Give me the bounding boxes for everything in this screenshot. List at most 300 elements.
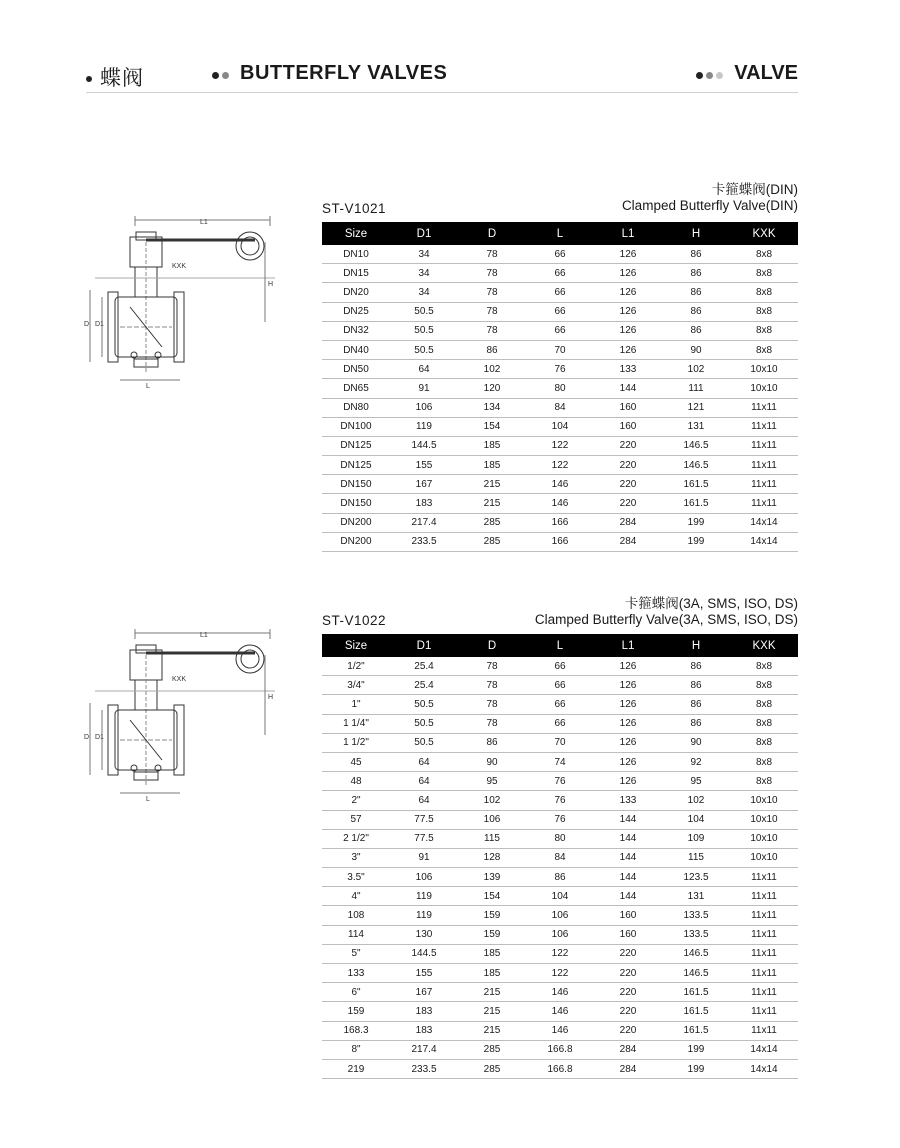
table-cell: 50.5 [390, 321, 458, 340]
table-cell: 50.5 [390, 340, 458, 359]
table-row [322, 868, 798, 887]
table-cell: 102 [458, 360, 526, 379]
table-row [322, 906, 798, 925]
table-cell: 86 [662, 321, 730, 340]
table-cell: 146 [526, 1002, 594, 1021]
table-cell: 215 [458, 475, 526, 494]
table-cell: 104 [662, 810, 730, 829]
table-cell: 126 [594, 340, 662, 359]
dim-label-d: D [84, 321, 90, 328]
table-cell: 284 [594, 513, 662, 532]
table-cell: DN25 [322, 302, 390, 321]
table-cell: 220 [594, 494, 662, 513]
dim-label-d1: D1 [95, 321, 104, 328]
table-cell: 1 1/4" [322, 714, 390, 733]
table-cell: 8x8 [730, 676, 798, 695]
table-cell: 139 [458, 868, 526, 887]
table-cell: 183 [390, 494, 458, 513]
page-header [86, 58, 798, 93]
table-cell: 130 [390, 925, 458, 944]
table-cell: 166.8 [526, 1059, 594, 1078]
table-cell: 8" [322, 1040, 390, 1059]
table-cell: 183 [390, 1002, 458, 1021]
table-row [322, 302, 798, 321]
table-cell: 86 [458, 733, 526, 752]
table-cell: 91 [390, 379, 458, 398]
table-cell: 144 [594, 887, 662, 906]
table-cell: 78 [458, 695, 526, 714]
table-cell: DN50 [322, 360, 390, 379]
table-cell: 50.5 [390, 733, 458, 752]
table-cell: 144 [594, 810, 662, 829]
table-cell: 146 [526, 494, 594, 513]
table-cell: 220 [594, 436, 662, 455]
table-cell: 166.8 [526, 1040, 594, 1059]
table-cell: 34 [390, 283, 458, 302]
table-cell: 66 [526, 714, 594, 733]
dim-label-l1: L1 [200, 632, 208, 639]
table-cell: 133 [594, 360, 662, 379]
table-row [322, 925, 798, 944]
table-cell: 106 [390, 868, 458, 887]
table-cell: 220 [594, 1021, 662, 1040]
table-cell: 115 [458, 829, 526, 848]
table-cell: 126 [594, 283, 662, 302]
table-cell: 285 [458, 1040, 526, 1059]
table-cell: 11x11 [730, 925, 798, 944]
table-cell: 11x11 [730, 494, 798, 513]
table-row [322, 676, 798, 695]
table-row [322, 714, 798, 733]
valve-drawing-v1022 [80, 625, 280, 805]
table-cell: 10x10 [730, 810, 798, 829]
title-en: Clamped Butterfly Valve(DIN) [621, 198, 798, 213]
table-cell: 144 [594, 848, 662, 867]
column-header: H [662, 634, 730, 657]
table-cell: 119 [390, 906, 458, 925]
table-cell: 86 [662, 657, 730, 676]
table-cell: 92 [662, 752, 730, 771]
table-row [322, 810, 798, 829]
table-cell: 159 [458, 925, 526, 944]
dim-label-d: D [84, 734, 90, 741]
table-cell: 120 [458, 379, 526, 398]
table-cell: 167 [390, 475, 458, 494]
table-row [322, 944, 798, 963]
table-cell: 78 [458, 245, 526, 264]
table-cell: 10x10 [730, 848, 798, 867]
table-row [322, 417, 798, 436]
table-cell: 185 [458, 436, 526, 455]
table-cell: 126 [594, 714, 662, 733]
table-cell: 66 [526, 676, 594, 695]
table-cell: DN150 [322, 475, 390, 494]
table-row [322, 1040, 798, 1059]
table-cell: 102 [662, 360, 730, 379]
table-row [322, 733, 798, 752]
table-cell: 133.5 [662, 906, 730, 925]
column-header: D1 [390, 634, 458, 657]
table-cell: 91 [390, 848, 458, 867]
table-cell: 185 [458, 456, 526, 475]
bullet-icon [86, 76, 92, 82]
table-cell: 11x11 [730, 944, 798, 963]
table-row [322, 264, 798, 283]
table-row [322, 983, 798, 1002]
table-cell: 14x14 [730, 513, 798, 532]
table-cell: 121 [662, 398, 730, 417]
table-cell: 8x8 [730, 752, 798, 771]
table-cell: 144 [594, 829, 662, 848]
table-cell: 161.5 [662, 494, 730, 513]
table-cell: 126 [594, 302, 662, 321]
table-cell: 104 [526, 887, 594, 906]
table-cell: 11x11 [730, 964, 798, 983]
table-cell: 122 [526, 456, 594, 475]
column-header: L [526, 222, 594, 245]
table-cell: 146 [526, 1021, 594, 1040]
table-cell: DN80 [322, 398, 390, 417]
table-cell: 8x8 [730, 245, 798, 264]
table-cell: 8x8 [730, 283, 798, 302]
table-row [322, 245, 798, 264]
table-cell: 183 [390, 1021, 458, 1040]
column-header: Size [322, 222, 390, 245]
table-row [322, 379, 798, 398]
table-cell: 144 [594, 379, 662, 398]
dim-label-l: L [146, 796, 150, 803]
table-cell: 80 [526, 829, 594, 848]
table-cell: 215 [458, 983, 526, 1002]
table-cell: 64 [390, 772, 458, 791]
table-cell: 102 [458, 791, 526, 810]
table-cell: 8x8 [730, 772, 798, 791]
table-cell: 34 [390, 264, 458, 283]
table-header-row [322, 634, 798, 657]
table-cell: 78 [458, 283, 526, 302]
table-cell: 126 [594, 752, 662, 771]
table-cell: 64 [390, 752, 458, 771]
column-header: D [458, 634, 526, 657]
table-cell: 115 [662, 848, 730, 867]
table-cell: 11x11 [730, 456, 798, 475]
table-cell: 8x8 [730, 264, 798, 283]
butterfly-valve-icon [80, 212, 280, 392]
dim-label-d1: D1 [95, 734, 104, 741]
table-cell: 10x10 [730, 360, 798, 379]
table-cell: 66 [526, 657, 594, 676]
table-cell: 70 [526, 733, 594, 752]
table-cell: 76 [526, 360, 594, 379]
table-cell: DN125 [322, 456, 390, 475]
table-cell: DN20 [322, 283, 390, 302]
table-cell: 111 [662, 379, 730, 398]
table-cell: 220 [594, 456, 662, 475]
table-cell: 284 [594, 1040, 662, 1059]
table-cell: 50.5 [390, 714, 458, 733]
table-cell: 90 [662, 340, 730, 359]
table-row [322, 1002, 798, 1021]
table-cell: 57 [322, 810, 390, 829]
table-cell: 64 [390, 360, 458, 379]
table-cell: 3" [322, 848, 390, 867]
table-cell: 102 [662, 791, 730, 810]
title-zh: 卡箍蝶阀(3A, SMS, ISO, DS) [624, 596, 798, 611]
table-cell: DN10 [322, 245, 390, 264]
table-cell: 66 [526, 283, 594, 302]
table-cell: DN125 [322, 436, 390, 455]
table-cell: 66 [526, 321, 594, 340]
table-cell: 70 [526, 340, 594, 359]
table-cell: 66 [526, 245, 594, 264]
column-header: L1 [594, 634, 662, 657]
table-row [322, 340, 798, 359]
table-cell: 90 [458, 752, 526, 771]
column-header: KXK [730, 634, 798, 657]
table-cell: 146 [526, 475, 594, 494]
dim-label-h: H [268, 694, 274, 701]
column-header: L1 [594, 222, 662, 245]
table-cell: DN15 [322, 264, 390, 283]
table-cell: 119 [390, 887, 458, 906]
table-cell: 104 [526, 417, 594, 436]
table-cell: 144.5 [390, 436, 458, 455]
table-cell: 95 [662, 772, 730, 791]
table-cell: 106 [390, 398, 458, 417]
table-cell: 76 [526, 810, 594, 829]
table-cell: 154 [458, 417, 526, 436]
table-cell: 64 [390, 791, 458, 810]
dots-icon [696, 62, 726, 85]
table-cell: 126 [594, 657, 662, 676]
table-cell: 199 [662, 1059, 730, 1078]
table-cell: 217.4 [390, 513, 458, 532]
table-cell: 131 [662, 417, 730, 436]
table-cell: 219 [322, 1059, 390, 1078]
column-header: D [458, 222, 526, 245]
table-cell: 1 1/2" [322, 733, 390, 752]
table-cell: 10x10 [730, 791, 798, 810]
table-cell: 144 [594, 868, 662, 887]
table-cell: 90 [662, 733, 730, 752]
dim-label-kxk: KXK [172, 263, 187, 270]
table-cell: DN200 [322, 513, 390, 532]
table-cell: 66 [526, 695, 594, 714]
table-header-row [322, 222, 798, 245]
table-cell: 233.5 [390, 532, 458, 551]
table-cell: 86 [662, 283, 730, 302]
table-cell: 220 [594, 475, 662, 494]
table-cell: 122 [526, 944, 594, 963]
table-cell: 8x8 [730, 321, 798, 340]
table-row [322, 964, 798, 983]
title-zh: 卡箍蝶阀(DIN) [711, 182, 798, 197]
table-cell: 74 [526, 752, 594, 771]
table-cell: 25.4 [390, 657, 458, 676]
table-row [322, 752, 798, 771]
table-cell: 76 [526, 772, 594, 791]
section-title [535, 596, 798, 628]
table-cell: 34 [390, 245, 458, 264]
table-cell: 159 [458, 906, 526, 925]
table-cell: 199 [662, 532, 730, 551]
table-cell: 86 [458, 340, 526, 359]
table-row [322, 791, 798, 810]
table-cell: 133.5 [662, 925, 730, 944]
table-cell: 11x11 [730, 906, 798, 925]
table-cell: 14x14 [730, 1059, 798, 1078]
table-cell: 50.5 [390, 695, 458, 714]
table-cell: 146.5 [662, 964, 730, 983]
table-row [322, 360, 798, 379]
table-cell: 86 [526, 868, 594, 887]
table-cell: 3/4" [322, 676, 390, 695]
table-cell: 144.5 [390, 944, 458, 963]
table-row [322, 657, 798, 676]
header-title: BUTTERFLY VALVES [212, 62, 447, 85]
table-cell: 1" [322, 695, 390, 714]
table-cell: 168.3 [322, 1021, 390, 1040]
table-cell: 155 [390, 964, 458, 983]
table-cell: 133 [594, 791, 662, 810]
column-header: D1 [390, 222, 458, 245]
table-cell: 10x10 [730, 829, 798, 848]
table-cell: 86 [662, 714, 730, 733]
table-cell: 220 [594, 964, 662, 983]
table-cell: 160 [594, 925, 662, 944]
table-cell: 284 [594, 1059, 662, 1078]
table-cell: 160 [594, 398, 662, 417]
table-cell: 126 [594, 733, 662, 752]
table-cell: 106 [526, 925, 594, 944]
table-cell: 109 [662, 829, 730, 848]
table-cell: 215 [458, 1002, 526, 1021]
table-row [322, 532, 798, 551]
table-cell: 131 [662, 887, 730, 906]
table-cell: 146 [526, 983, 594, 1002]
table-cell: 8x8 [730, 340, 798, 359]
table-cell: 86 [662, 676, 730, 695]
table-cell: 11x11 [730, 475, 798, 494]
table-row [322, 513, 798, 532]
table-cell: 6" [322, 983, 390, 1002]
table-cell: 95 [458, 772, 526, 791]
table-cell: 284 [594, 532, 662, 551]
table-cell: 217.4 [390, 1040, 458, 1059]
table-cell: 76 [526, 791, 594, 810]
table-cell: 78 [458, 714, 526, 733]
table-row [322, 475, 798, 494]
table-cell: 126 [594, 695, 662, 714]
table-cell: 108 [322, 906, 390, 925]
section-title [622, 182, 798, 214]
table-cell: 8x8 [730, 302, 798, 321]
table-cell: 122 [526, 964, 594, 983]
table-cell: 86 [662, 264, 730, 283]
table-row [322, 1059, 798, 1078]
table-cell: 166 [526, 532, 594, 551]
table-cell: 86 [662, 302, 730, 321]
table-cell: 215 [458, 1021, 526, 1040]
table-cell: 77.5 [390, 829, 458, 848]
dim-label-l: L [146, 383, 150, 390]
table-cell: 119 [390, 417, 458, 436]
table-cell: 285 [458, 513, 526, 532]
table-cell: 155 [390, 456, 458, 475]
table-cell: 11x11 [730, 1002, 798, 1021]
table-cell: 166 [526, 513, 594, 532]
table-cell: 78 [458, 321, 526, 340]
title-en: Clamped Butterfly Valve(3A, SMS, ISO, DS) [534, 612, 798, 627]
table-cell: 233.5 [390, 1059, 458, 1078]
table-row [322, 829, 798, 848]
table-cell: 8x8 [730, 695, 798, 714]
table-cell: 86 [662, 695, 730, 714]
table-cell: 154 [458, 887, 526, 906]
table-cell: 161.5 [662, 1021, 730, 1040]
table-cell: 133 [322, 964, 390, 983]
table-row [322, 887, 798, 906]
table-cell: 66 [526, 264, 594, 283]
table-cell: 11x11 [730, 436, 798, 455]
table-cell: 126 [594, 245, 662, 264]
table-row [322, 436, 798, 455]
table-cell: 4" [322, 887, 390, 906]
table-cell: 11x11 [730, 398, 798, 417]
table-cell: 128 [458, 848, 526, 867]
table-cell: DN100 [322, 417, 390, 436]
table-cell: 199 [662, 1040, 730, 1059]
spec-table-v1021 [322, 222, 798, 552]
table-cell: 8x8 [730, 714, 798, 733]
table-row [322, 321, 798, 340]
table-cell: 78 [458, 264, 526, 283]
table-cell: 14x14 [730, 532, 798, 551]
table-cell: 146.5 [662, 436, 730, 455]
table-cell: 146.5 [662, 456, 730, 475]
table-cell: 2" [322, 791, 390, 810]
table-row [322, 283, 798, 302]
table-cell: 80 [526, 379, 594, 398]
table-cell: 86 [662, 245, 730, 264]
dim-label-h: H [268, 281, 274, 288]
table-cell: 126 [594, 772, 662, 791]
table-row [322, 398, 798, 417]
table-cell: DN32 [322, 321, 390, 340]
column-header: Size [322, 634, 390, 657]
dim-label-l1: L1 [200, 219, 208, 226]
table-cell: 161.5 [662, 983, 730, 1002]
table-cell: 48 [322, 772, 390, 791]
table-cell: 2 1/2" [322, 829, 390, 848]
table-cell: 84 [526, 848, 594, 867]
butterfly-valve-icon [80, 625, 280, 805]
table-cell: 215 [458, 494, 526, 513]
table-cell: 78 [458, 676, 526, 695]
table-cell: 10x10 [730, 379, 798, 398]
table-cell: 78 [458, 302, 526, 321]
spec-table-v1022 [322, 634, 798, 1079]
table-cell: 285 [458, 1059, 526, 1078]
table-cell: 5" [322, 944, 390, 963]
model-number: ST-V1021 [322, 201, 387, 216]
table-cell: 167 [390, 983, 458, 1002]
header-zh-title: 蝶阀 [86, 62, 144, 92]
table-cell: 160 [594, 417, 662, 436]
table-cell: 285 [458, 532, 526, 551]
table-cell: 126 [594, 676, 662, 695]
table-cell: 199 [662, 513, 730, 532]
